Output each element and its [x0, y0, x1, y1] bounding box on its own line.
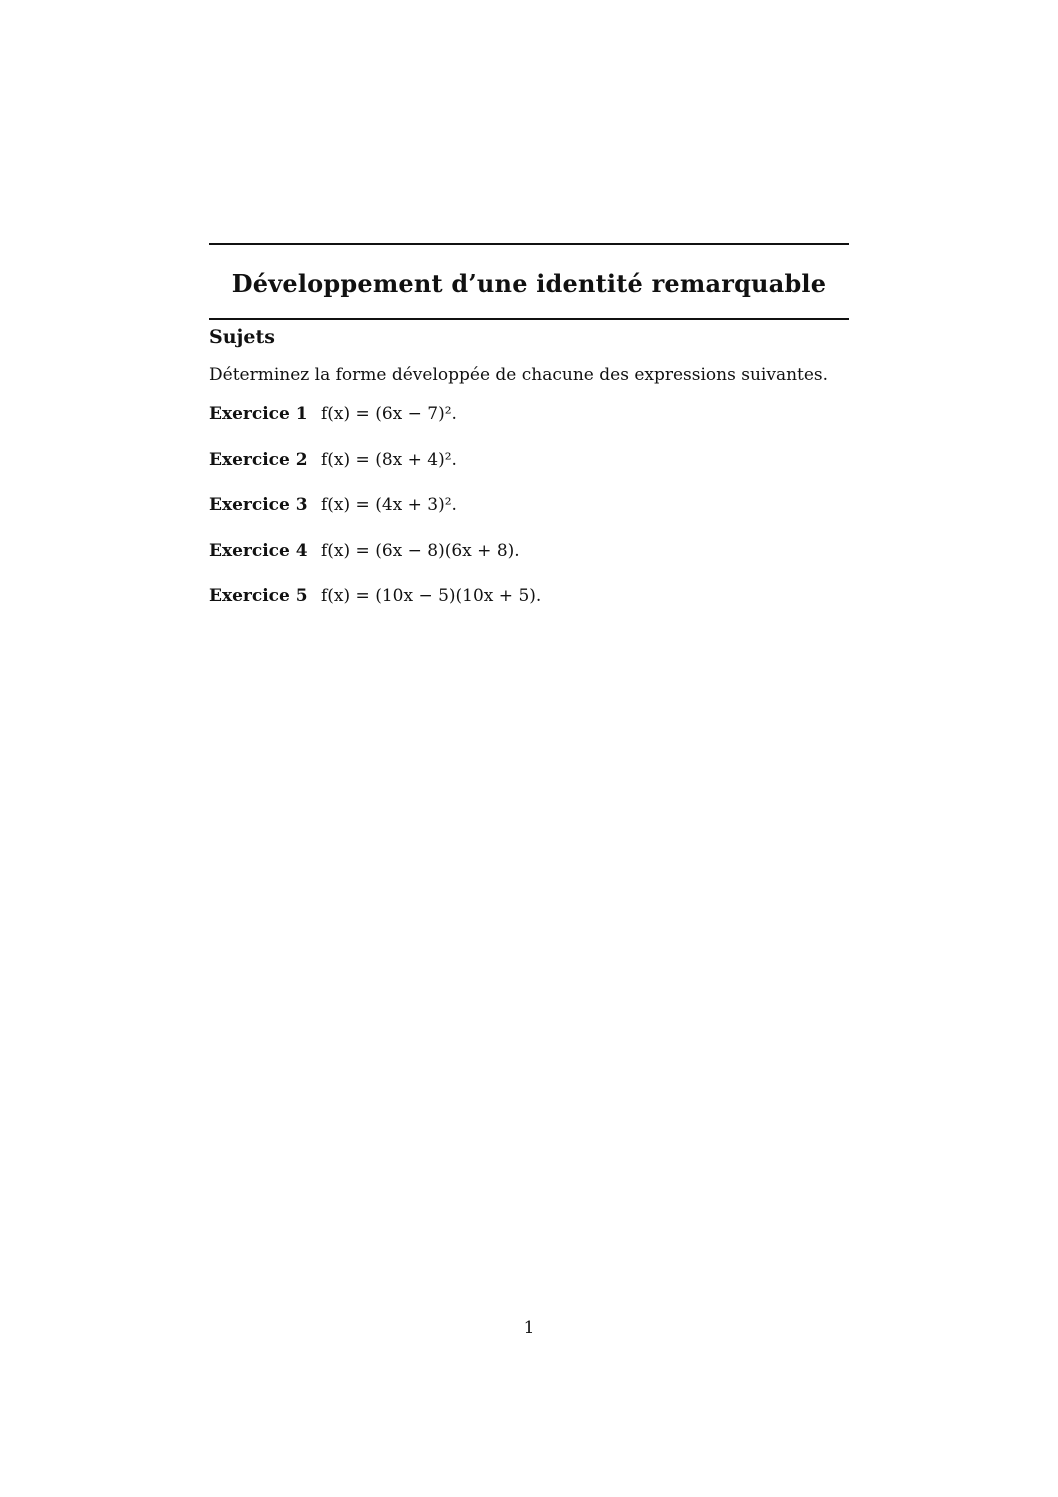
title-bottom-rule [209, 318, 849, 320]
section-heading: Sujets [209, 326, 275, 348]
exercise-item [209, 583, 541, 609]
instruction-text: Déterminez la forme développée de chacune des expressions suivantes. [209, 365, 829, 385]
exercise-expression: f(x) = (10x − 5)(10x + 5). [321, 586, 542, 606]
document-title: Développement d’une identité remarquable [231, 269, 827, 298]
title-top-rule [209, 243, 849, 245]
exercise-expression: f(x) = (4x + 3)². [321, 495, 457, 515]
exercise-item [209, 447, 457, 473]
exercise-label: Exercice 4 [209, 541, 308, 561]
exercise-expression: f(x) = (6x − 7)². [321, 404, 457, 424]
exercise-item [209, 492, 457, 518]
exercise-item [209, 401, 457, 427]
exercise-label: Exercice 3 [209, 495, 308, 515]
exercise-label: Exercice 5 [209, 586, 308, 606]
exercise-item [209, 538, 520, 564]
exercise-expression: f(x) = (8x + 4)². [321, 450, 457, 470]
page-number: 1 [523, 1318, 535, 1338]
exercise-expression: f(x) = (6x − 8)(6x + 8). [321, 541, 520, 561]
exercise-label: Exercice 1 [209, 404, 308, 424]
exercise-label: Exercice 2 [209, 450, 308, 470]
